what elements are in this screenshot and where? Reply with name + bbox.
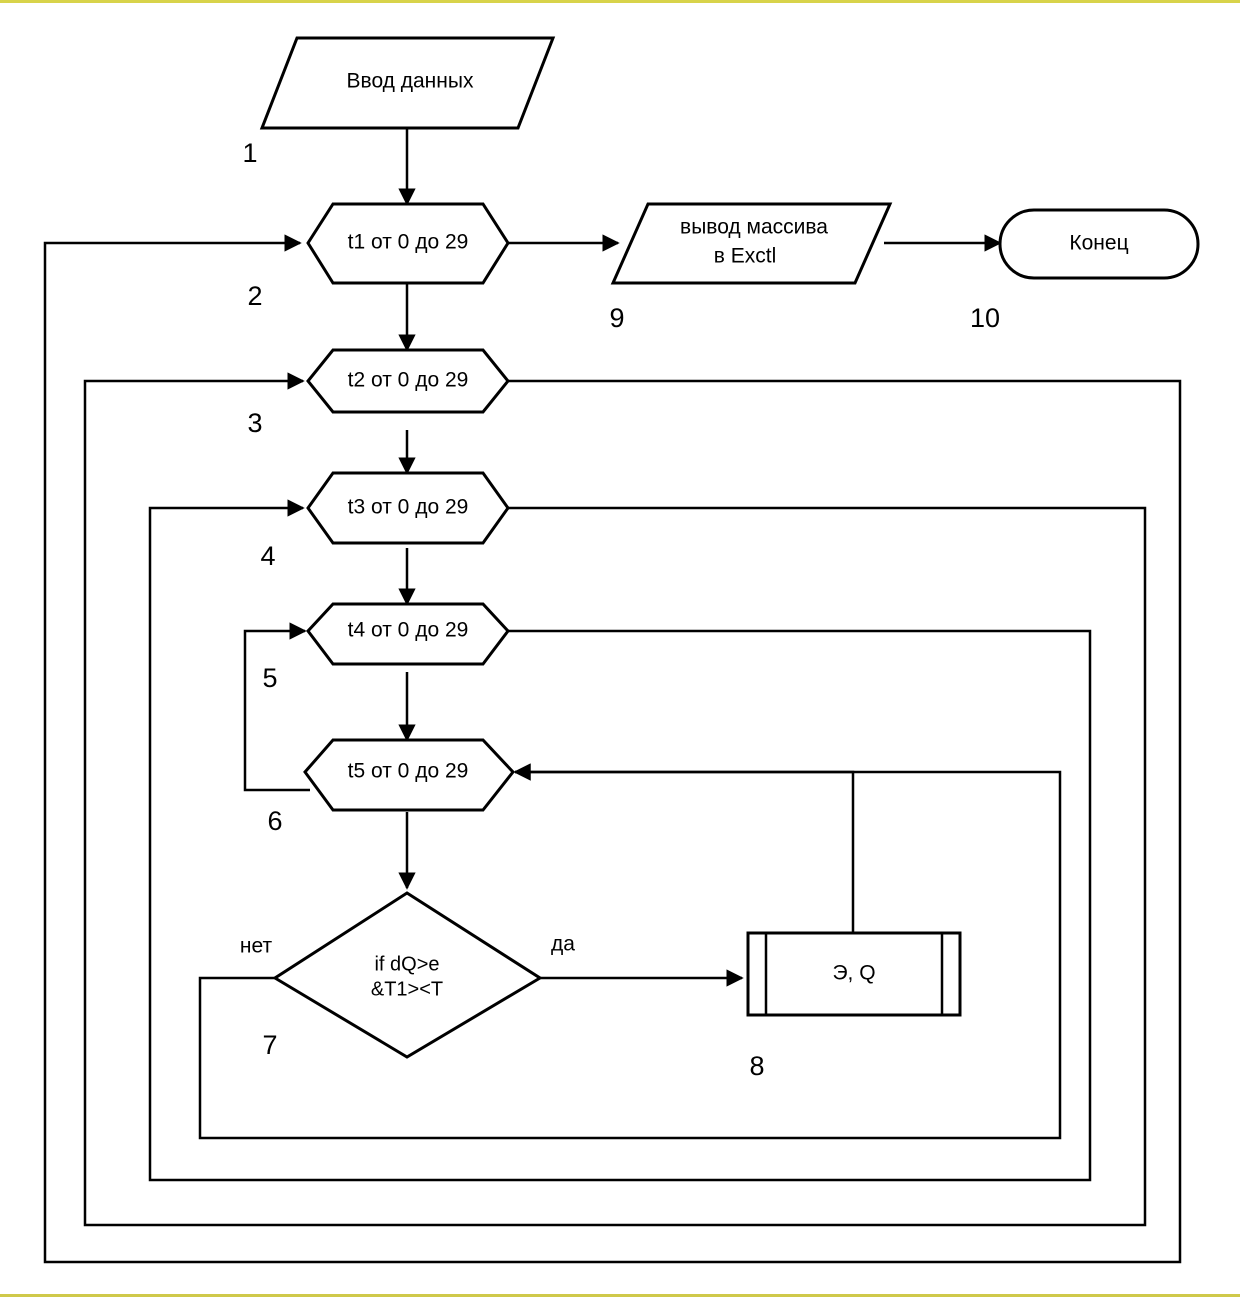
step-number-4: 4	[260, 541, 276, 572]
step-number-9: 9	[609, 303, 625, 334]
node-end-label: Конец	[1069, 231, 1129, 255]
node-input-label: Ввод данных	[346, 69, 474, 93]
step-number-2: 2	[247, 281, 263, 312]
step-number-7: 7	[262, 1030, 278, 1061]
node-store[interactable]	[748, 933, 960, 1015]
node-loop-t2[interactable]	[308, 350, 508, 412]
node-output[interactable]	[613, 204, 890, 283]
edge-label-yes: да	[551, 932, 575, 956]
node-input[interactable]	[262, 38, 553, 128]
node-condition[interactable]	[275, 893, 540, 1057]
step-number-1: 1	[242, 138, 258, 169]
node-loop-t1[interactable]	[308, 204, 508, 283]
step-number-3: 3	[247, 408, 263, 439]
node-loop-t5[interactable]	[305, 740, 513, 810]
edge-label-no: нет	[239, 934, 273, 958]
node-loop-t3-label: t3 от 0 до 29	[347, 495, 469, 519]
node-loop-t3[interactable]	[308, 473, 508, 543]
node-loop-t4-label: t4 от 0 до 29	[347, 618, 469, 642]
node-loop-t4[interactable]	[308, 604, 508, 664]
node-store-label: Э, Q	[832, 961, 876, 985]
step-number-10: 10	[969, 303, 1001, 334]
node-output-label-line2: в Exctl	[713, 244, 777, 268]
node-output-label-line1: вывод массива	[680, 215, 828, 239]
step-number-6: 6	[267, 806, 283, 837]
node-condition-label-line2: &T1><T	[370, 978, 444, 1001]
step-number-5: 5	[262, 663, 278, 694]
step-number-8: 8	[749, 1051, 765, 1082]
node-loop-t1-label: t1 от 0 до 29	[347, 230, 469, 254]
node-loop-t2-label: t2 от 0 до 29	[347, 368, 469, 392]
node-condition-label-line1: if dQ>e	[374, 953, 440, 976]
connectors	[45, 128, 1180, 1262]
node-end[interactable]	[1000, 210, 1198, 278]
node-loop-t5-label: t5 от 0 до 29	[347, 759, 469, 783]
